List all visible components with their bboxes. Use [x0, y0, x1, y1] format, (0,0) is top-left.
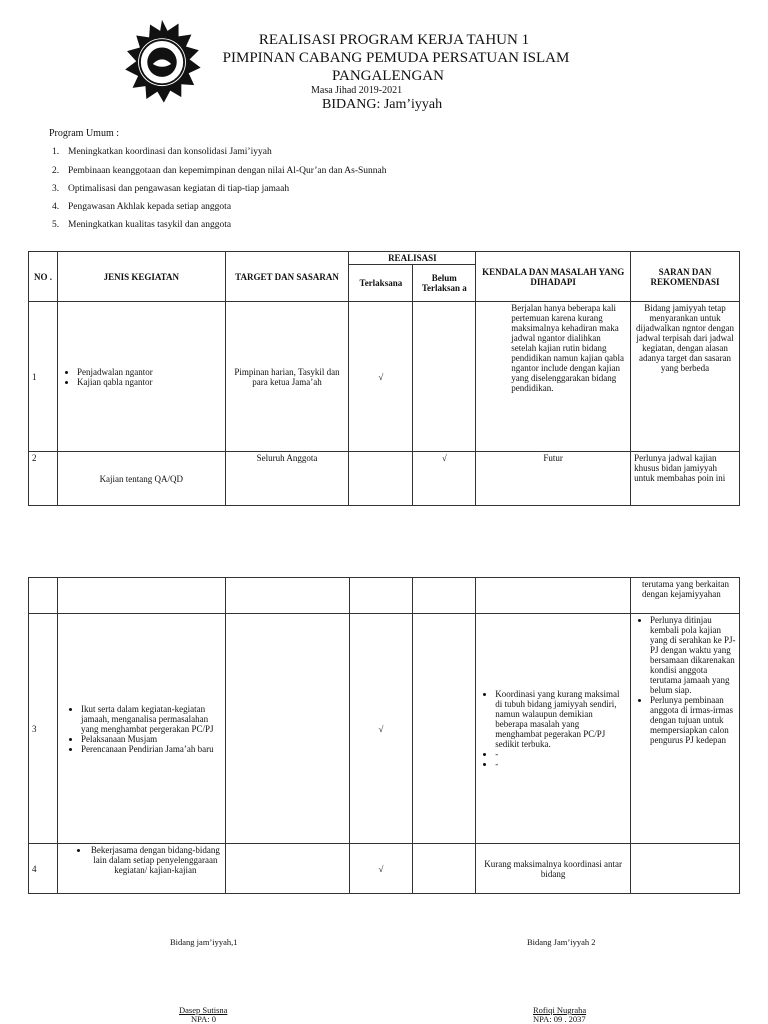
realisasi-table-continued [28, 577, 740, 894]
kendala-item: • - [495, 749, 627, 759]
row-no: 2 [29, 452, 58, 506]
table-row [29, 302, 740, 452]
header-kendala: KENDALA DAN MASALAH YANG DIHADAPI [476, 252, 631, 302]
header-terlaksana: Terlaksana [349, 265, 413, 302]
kendala-item: • Koordinasi yang kurang maksimal di tubuh bidang jamiyyah sendiri, namun walaupun demikian beberapa masalah yang menghambat pegerakan PC/PJ sedikit terbuka. [495, 689, 627, 749]
title-line-1: REALISASI PROGRAM KERJA TAHUN 1 [258, 32, 530, 48]
row-saran: Bidang jamiyyah tetap menyarankan untuk dijadwalkan ngntor dengan jadwal terpisah dari jadwal kegiatan, dengan alasan adanya target dan sasaran yang berbeda [631, 302, 740, 452]
program-item: 1. Meningkatkan koordinasi dan konsolidasi Jami’iyyah [52, 147, 272, 157]
row-belum: √ [413, 452, 476, 506]
header-belum: Belum Terlaksan a [413, 265, 476, 302]
row-jenis: Kajian tentang QA/QD [57, 452, 225, 506]
row-target: Pimpinan harian, Tasykil dan para ketua Jama’ah [225, 302, 349, 452]
title-line-2: PIMPINAN CABANG PEMUDA PERSATUAN ISLAM [222, 50, 570, 66]
row-belum [413, 302, 476, 452]
row-saran: terutama yang berkaitan dengan kejamiyyahan [631, 578, 740, 614]
signature-name-right: Rofiqi Nugraha [533, 1005, 587, 1015]
header-jenis: JENIS KEGIATAN [57, 252, 225, 302]
signature-label-right: Bidang Jam’iyyah 2 [527, 937, 596, 947]
row-terlaksana: √ [349, 844, 413, 894]
period-text: Masa Jihad 2019-2021 [311, 85, 403, 96]
table-row [29, 578, 740, 614]
header-target: TARGET DAN SASARAN [225, 252, 349, 302]
saran-item: • Perlunya pembinaan anggota di irmas-irmas dengan tujuan untuk mempersiapkan calon pengurus PJ kedepan [650, 695, 736, 745]
title-line-3: PANGALENGAN [332, 68, 444, 84]
program-heading: Program Umum : [49, 128, 119, 139]
signature-name-left: Dasep Sutisna [179, 1005, 228, 1015]
row-terlaksana [349, 452, 413, 506]
signature-label-left: Bidang jam’iyyah,1 [170, 937, 238, 947]
row-no: 1 [29, 302, 58, 452]
table-row [29, 614, 740, 844]
signature-npa-left: NPA: 0 [191, 1014, 216, 1024]
realisasi-table [28, 251, 740, 506]
header-saran: SARAN DAN REKOMENDASI [631, 252, 740, 302]
row-kendala: Futur [476, 452, 631, 506]
row-jenis [57, 614, 225, 844]
signature-npa-right: NPA: 09 . 2037 [533, 1014, 586, 1024]
row-kendala [476, 614, 631, 844]
program-item: 2. Pembinaan keanggotaan dan kepemimpinan dengan nilai Al-Qur’an dan As-Sunnah [52, 166, 387, 176]
program-item: 4. Pengawasan Akhlak kepada setiap anggota [52, 202, 232, 212]
jenis-item: • Penjadwalan ngantor [77, 367, 222, 377]
program-item: 3. Optimalisasi dan pengawasan kegiatan di tiap-tiap jamaah [52, 184, 290, 194]
row-no: 4 [29, 844, 58, 894]
bidang-text: BIDANG: Jam’iyyah [322, 97, 443, 112]
header-no: NO . [29, 252, 58, 302]
header-realisasi: REALISASI [349, 252, 476, 265]
row-terlaksana: √ [349, 302, 413, 452]
jenis-item: • Pelaksanaan Musjam [81, 734, 222, 744]
row-kendala: Kurang maksimalnya koordinasi antar bidang [476, 844, 631, 894]
row-saran: Perlunya jadwal kajian khusus bidan jamiyyah untuk membahas poin ini [631, 452, 740, 506]
row-terlaksana: √ [349, 614, 413, 844]
saran-item: • Perlunya ditinjau kembali pola kajian yang di serahkan ke PJ-PJ dengan waktu yang bersamaan dikarenakan kondisi anggota terutama jamaah yang belum siap. [650, 615, 736, 695]
jenis-item: • Ikut serta dalam kegiatan-kegiatan jamaah, menganalisa permasalahan yang menghambat pergerakan PC/PJ [81, 704, 222, 734]
row-jenis [57, 844, 225, 894]
jenis-item: • Perencanaan Pendirian Jama’ah baru [81, 744, 222, 754]
row-jenis [57, 302, 225, 452]
row-no: 3 [29, 614, 58, 844]
kendala-item: • - [495, 759, 627, 769]
row-target: Seluruh Anggota [225, 452, 349, 506]
jenis-item: • Kajian qabla ngantor [77, 377, 222, 387]
row-kendala: Berjalan hanya beberapa kali pertemuan karena kurang maksimalnya kehadiran maka jadwal ngantor dialihkan setelah kajian rutin bidang pendidikan namun kajian qabla ngantor include dengan kajian yang diselenggarakan bidang pendidikan. [476, 302, 631, 452]
table-row [29, 452, 740, 506]
table-row [29, 844, 740, 894]
program-item: 5. Meningkatkan kualitas tasykil dan anggota [52, 220, 232, 230]
jenis-item: • Bekerjasama dengan bidang-bidang lain dalam setiap penyelenggaraan kegiatan/ kajian-kajian [89, 845, 222, 875]
row-saran [631, 614, 740, 844]
